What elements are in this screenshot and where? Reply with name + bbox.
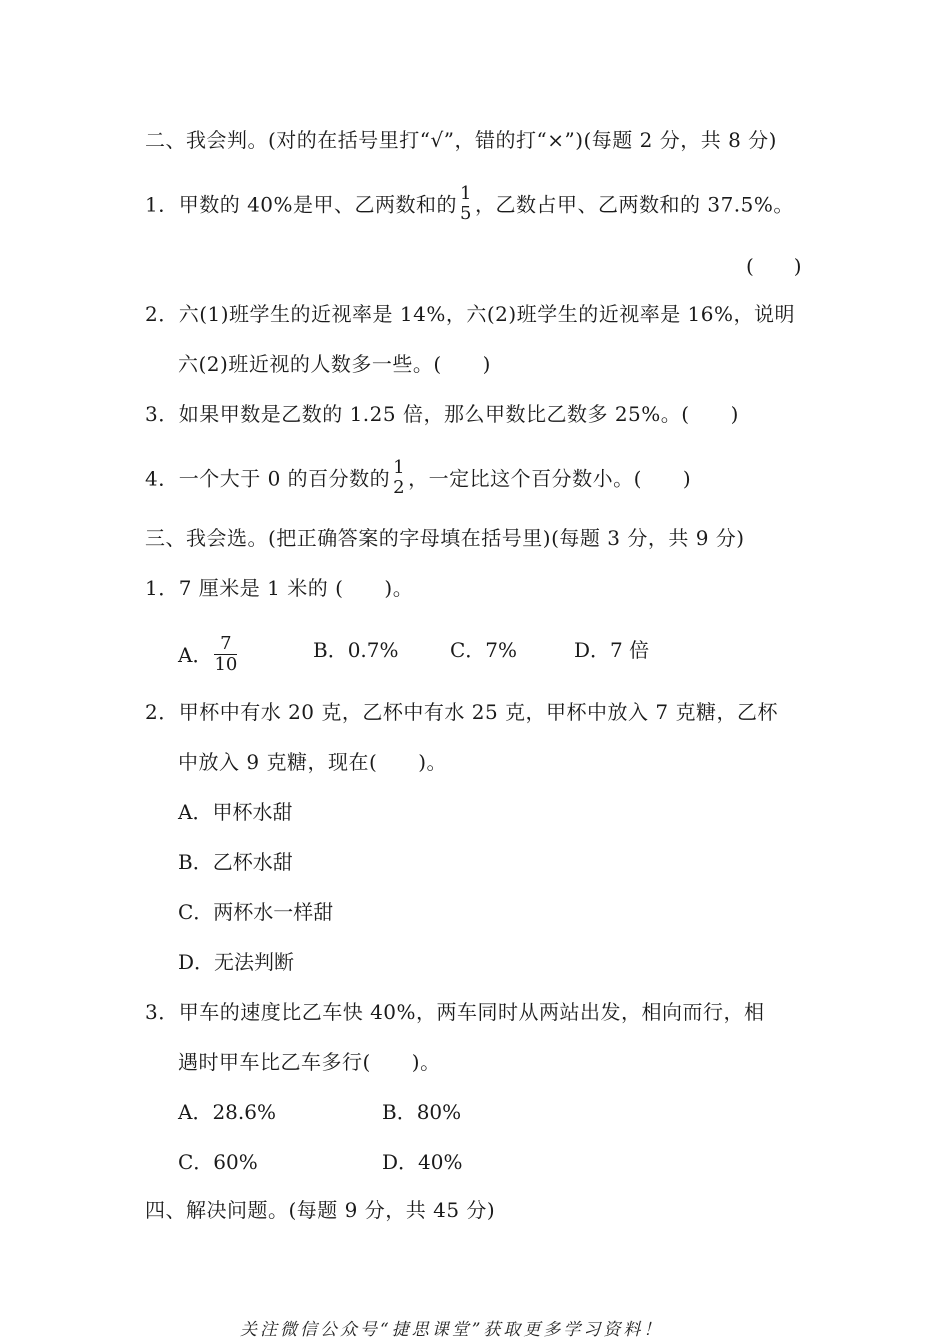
- fraction-one-fifth: 1 5: [460, 183, 472, 224]
- section2-q1-text-post: ，乙数占甲、乙两数和的 37.5%。: [475, 192, 794, 217]
- section2-q2-line2: 六(2)班近视的人数多一些。( ): [178, 352, 491, 376]
- section2-heading: 二、我会判。(对的在括号里打“√”，错的打“×”)(每题 2 分，共 8 分): [145, 128, 777, 152]
- section3-q1-option-b: B．0.7%: [313, 638, 399, 662]
- section3-q3-option-d: D．40%: [382, 1150, 463, 1174]
- section3-q3-line2: 遇时甲车比乙车多行( )。: [178, 1050, 441, 1074]
- section3-q3-option-a: A．28.6%: [178, 1100, 276, 1124]
- section3-q2-line2: 中放入 9 克糖，现在( )。: [178, 750, 448, 774]
- section4-heading: 四、解决问题。(每题 9 分，共 45 分): [145, 1198, 496, 1222]
- section2-q3: 3．如果甲数是乙数的 1.25 倍，那么甲数比乙数多 25%。( ): [145, 402, 739, 426]
- section2-q1-text-pre: 1．甲数的 40%是甲、乙两数和的: [145, 192, 458, 217]
- footer-promo-text: 关注微信公众号“捷思课堂”获取更多学习资料！: [240, 1320, 664, 1340]
- section3-q3-option-b: B．80%: [382, 1100, 462, 1124]
- section2-q4-text-post: ，一定比这个百分数小。( ): [408, 466, 692, 491]
- section3-q3-option-c: C．60%: [178, 1150, 258, 1174]
- section2-q4: [145, 457, 692, 500]
- section2-q1: [145, 183, 794, 226]
- section3-q1: 1．7 厘米是 1 米的 ( )。: [145, 576, 414, 600]
- section3-q2-option-c: C．两杯水一样甜: [178, 900, 334, 924]
- section3-q1-option-c: C．7%: [450, 638, 518, 662]
- section3-q2-option-b: B．乙杯水甜: [178, 850, 293, 874]
- fraction-one-half: 1 2: [393, 457, 406, 498]
- fraction-seven-tenths: $\frac{7}{10}$: [214, 633, 238, 675]
- section3-q3-line1: 3．甲车的速度比乙车快 40%，两车同时从两站出发，相向而行，相: [145, 1000, 765, 1024]
- section3-q2-option-a: A．甲杯水甜: [178, 800, 293, 824]
- section3-q2-line1: 2．甲杯中有水 20 克，乙杯中有水 25 克，甲杯中放入 7 克糖，乙杯: [145, 700, 778, 724]
- section2-q1-answer-blank: ( ): [746, 254, 802, 278]
- section3-heading: 三、我会选。(把正确答案的字母填在括号里)(每题 3 分，共 9 分): [145, 526, 745, 550]
- section3-q1-option-a: A． $\frac{7}{10}$: [178, 633, 238, 675]
- section3-q1-option-d: D．7 倍: [574, 638, 650, 662]
- section2-q4-text-pre: 4．一个大于 0 的百分数的: [145, 466, 391, 491]
- section3-q2-option-d: D．无法判断: [178, 950, 295, 974]
- section2-q2-line1: 2．六(1)班学生的近视率是 14%，六(2)班学生的近视率是 16%，说明: [145, 302, 796, 326]
